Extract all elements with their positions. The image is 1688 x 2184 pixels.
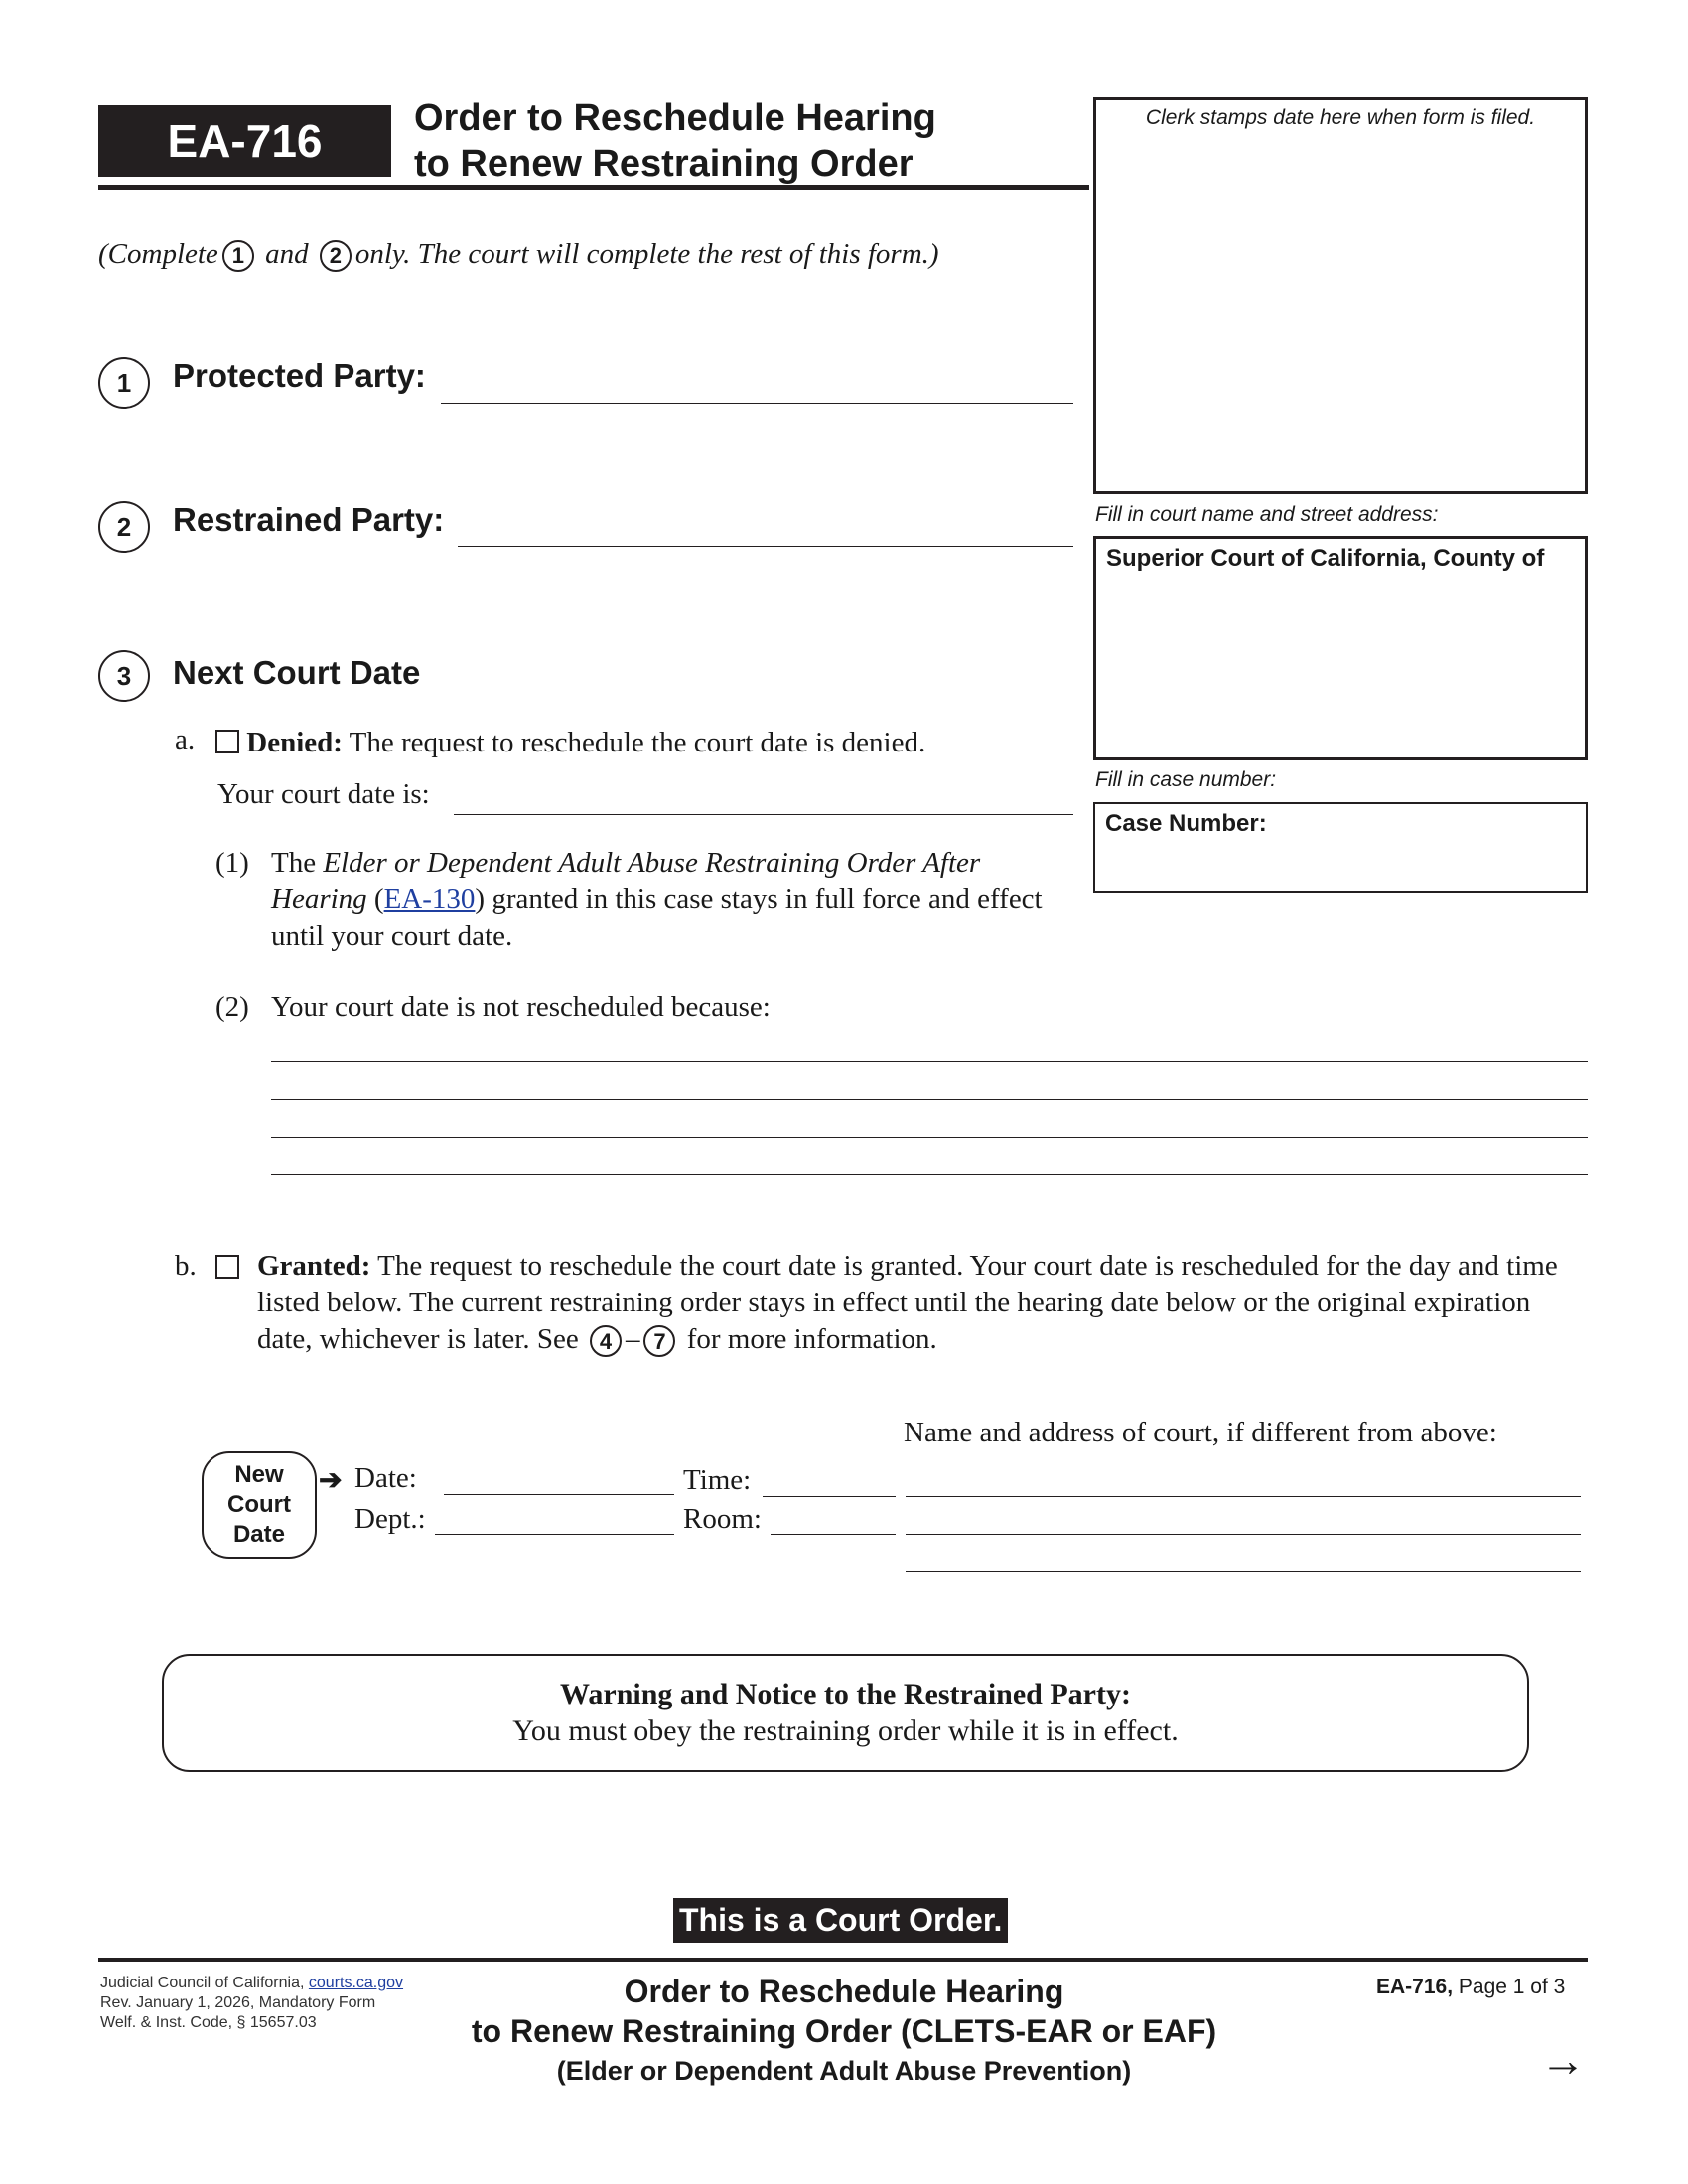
footer-title bbox=[427, 1972, 1261, 2091]
your-court-date-field[interactable] bbox=[454, 814, 1073, 815]
alt-court-line-3[interactable] bbox=[906, 1571, 1581, 1572]
dept-field[interactable] bbox=[435, 1534, 674, 1535]
granted-after: for more information. bbox=[686, 1323, 937, 1355]
footer-title-line3: (Elder or Dependent Adult Abuse Prevention) bbox=[556, 2056, 1132, 2086]
your-court-date-label: Your court date is: bbox=[217, 778, 430, 810]
pill-line2: Court bbox=[227, 1491, 291, 1518]
sub1-pre: The bbox=[271, 847, 317, 879]
ea-130-link[interactable]: EA-130 bbox=[383, 884, 476, 915]
pill-line1: New bbox=[234, 1461, 284, 1488]
footer-left bbox=[100, 1974, 403, 2033]
item-2-ref: 2 bbox=[320, 240, 352, 272]
alt-court-line-2[interactable] bbox=[906, 1534, 1581, 1535]
granted-checkbox-wrap bbox=[215, 1250, 239, 1287]
court-box-heading: Superior Court of California, County of bbox=[1106, 545, 1545, 572]
footer-code: Welf. & Inst. Code, § 15657.03 bbox=[100, 2014, 317, 2031]
dept-label: Dept.: bbox=[354, 1503, 426, 1535]
footer-rev: Rev. January 1, 2026, Mandatory Form bbox=[100, 1994, 376, 2011]
header-rule bbox=[98, 185, 1089, 190]
granted-label: Granted: bbox=[257, 1250, 371, 1282]
case-box-caption: Fill in case number: bbox=[1095, 768, 1277, 791]
courts-ca-gov-link[interactable]: courts.ca.gov bbox=[308, 1975, 404, 1991]
granted-letter: b. bbox=[175, 1250, 197, 1282]
warning-text: You must obey the restraining order while it is in effect. bbox=[512, 1714, 1179, 1747]
sub1-rest: ) granted in this case stays in full force and effect until your court date. bbox=[271, 884, 1043, 952]
footer-page: Page 1 of 3 bbox=[1458, 1976, 1566, 1998]
form-title bbox=[414, 95, 1089, 187]
footer-council: Judicial Council of California, bbox=[100, 1975, 305, 1991]
reason-line-2[interactable] bbox=[271, 1099, 1588, 1100]
clerk-stamp-box[interactable] bbox=[1093, 97, 1588, 494]
time-field[interactable] bbox=[763, 1496, 896, 1497]
room-field[interactable] bbox=[771, 1534, 896, 1535]
court-order-banner: This is a Court Order. bbox=[673, 1898, 1008, 1943]
item-7-ref: 7 bbox=[643, 1325, 675, 1357]
date-label: Date: bbox=[354, 1462, 417, 1494]
denied-sub1-text bbox=[271, 845, 1065, 955]
reason-line-1[interactable] bbox=[271, 1061, 1588, 1062]
new-court-date-pill bbox=[202, 1451, 317, 1559]
denied-label: Denied: bbox=[246, 727, 343, 758]
footer-page-info bbox=[1376, 1976, 1565, 1999]
case-number-box[interactable] bbox=[1093, 802, 1588, 893]
restrained-party-label: Restrained Party: bbox=[173, 501, 445, 538]
denied-text: The request to reschedule the court date is denied. bbox=[349, 727, 926, 758]
granted-checkbox[interactable] bbox=[215, 1255, 239, 1279]
footer-title-line1: Order to Reschedule Hearing bbox=[624, 1974, 1064, 2009]
item-4-ref: 4 bbox=[590, 1325, 622, 1357]
reason-line-3[interactable] bbox=[271, 1137, 1588, 1138]
pill-line3: Date bbox=[232, 1521, 285, 1548]
room-label: Room: bbox=[683, 1503, 762, 1535]
form-id-badge: EA-716 bbox=[98, 105, 391, 177]
denied-row bbox=[215, 725, 925, 761]
instructions-prefix: (Complete bbox=[98, 238, 218, 270]
footer-rule bbox=[98, 1958, 1588, 1962]
denied-checkbox[interactable] bbox=[215, 730, 239, 753]
instructions-suffix: only. The court will complete the rest of this form.) bbox=[354, 238, 939, 270]
case-number-heading: Case Number: bbox=[1105, 810, 1267, 837]
time-label: Time: bbox=[683, 1464, 752, 1496]
protected-party-label: Protected Party: bbox=[173, 357, 426, 394]
form-title-line1: Order to Reschedule Hearing bbox=[414, 97, 936, 139]
date-field[interactable] bbox=[444, 1494, 674, 1495]
court-name-box[interactable] bbox=[1093, 536, 1588, 760]
warning-box bbox=[162, 1654, 1529, 1772]
denied-sub2-text: Your court date is not rescheduled because: bbox=[271, 991, 771, 1023]
ref-dash: – bbox=[625, 1323, 640, 1355]
item-1-number: 1 bbox=[98, 357, 150, 409]
clerk-stamp-label: Clerk stamps date here when form is filed. bbox=[1145, 106, 1536, 129]
form-title-line2: to Renew Restraining Order bbox=[414, 143, 914, 185]
reason-line-4[interactable] bbox=[271, 1174, 1588, 1175]
denied-letter: a. bbox=[175, 724, 196, 755]
item-3-number: 3 bbox=[98, 650, 150, 702]
item-1-ref: 1 bbox=[222, 240, 254, 272]
sub1-open: ( bbox=[373, 884, 384, 915]
restrained-party-field[interactable] bbox=[458, 546, 1073, 547]
arrow-right-icon: ➔ bbox=[319, 1464, 343, 1495]
item-2-number: 2 bbox=[98, 501, 150, 553]
next-court-date-label: Next Court Date bbox=[173, 654, 421, 691]
instructions-and: and bbox=[265, 238, 309, 270]
denied-sub2-num: (2) bbox=[215, 991, 249, 1023]
granted-body: The request to reschedule the court date is granted. Your court date is rescheduled for the day and time listed below. The current restraining order stays in effect until the hearing date below or the original expiration date, whichever is later. See bbox=[257, 1250, 1558, 1355]
granted-text bbox=[257, 1248, 1588, 1358]
denied-sub1-num: (1) bbox=[215, 847, 249, 879]
footer-title-line2: to Renew Restraining Order (CLETS-EAR or EAF) bbox=[471, 2013, 1217, 2049]
protected-party-field[interactable] bbox=[441, 403, 1073, 404]
instructions bbox=[98, 238, 939, 272]
next-page-arrow-icon[interactable]: → bbox=[1540, 2034, 1586, 2086]
alt-court-label: Name and address of court, if different from above: bbox=[904, 1417, 1497, 1448]
footer-form-id: EA-716, bbox=[1376, 1976, 1454, 1998]
court-box-caption: Fill in court name and street address: bbox=[1095, 503, 1439, 526]
sub1-form-name: Elder or Dependent Adult Abuse Restraining Order After Hearing bbox=[271, 847, 981, 915]
warning-title: Warning and Notice to the Restrained Party: bbox=[560, 1678, 1131, 1710]
alt-court-line-1[interactable] bbox=[906, 1496, 1581, 1497]
